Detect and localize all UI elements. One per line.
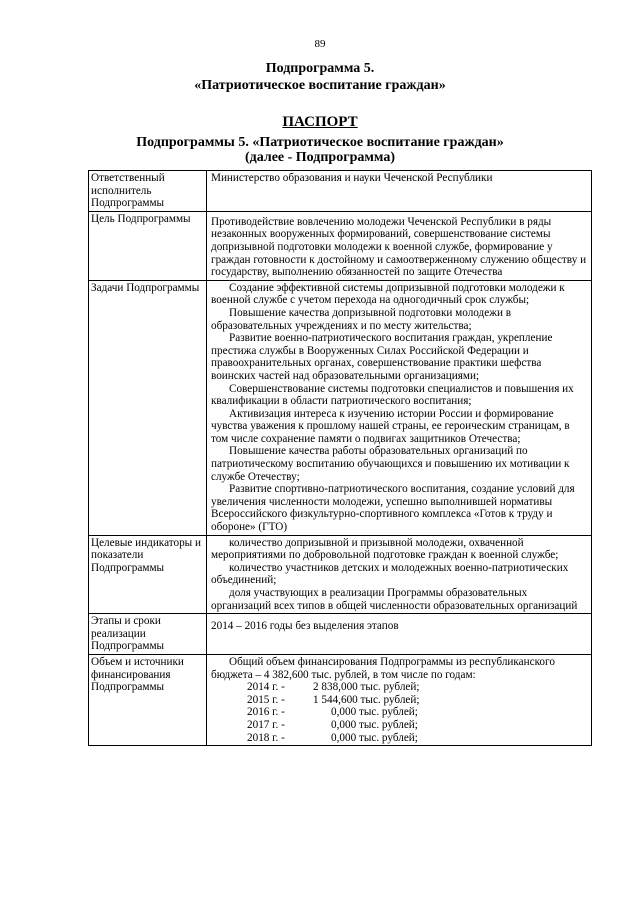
financing-year — [211, 694, 588, 707]
list-item: количество допризывной и призывной молодежи, охваченной мероприятиями по добровольной подготовке граждан к военной службе; — [211, 536, 559, 562]
list-item: Развитие военно-патриотического воспитания граждан, укрепление престижа службы в Вооруженных Силах Российской Федерации и правоохранительных органах, совершенствование практики шефства воинских частей над образовательными организациями; — [211, 332, 553, 382]
year-amount: 0,000 тыс. рублей; — [331, 706, 418, 719]
row-value — [207, 535, 592, 614]
list-item: количество участников детских и молодежных военно-патриотических объединений; — [211, 561, 569, 587]
year-amount: 2 838,000 тыс. рублей; — [313, 681, 420, 694]
list-item: Повышение качества допризывной подготовки молодежи в образовательных учреждениях и по месту жительства; — [211, 306, 512, 332]
financing-year — [211, 732, 588, 745]
year-label: 2014 г. - — [247, 681, 285, 694]
table-row — [89, 211, 592, 280]
year-label: 2015 г. - — [247, 693, 285, 706]
table-row — [89, 614, 592, 655]
row-value: 2014 – 2016 годы без выделения этапов — [207, 614, 592, 655]
row-value: Министерство образования и науки Чеченской Республики — [207, 171, 592, 212]
passport-heading: ПАСПОРТ — [282, 114, 358, 130]
row-label: Объем и источники финансирования Подпрограммы — [89, 654, 207, 745]
list-item: Повышение качества работы образовательных организаций по патриотическому воспитанию обучающихся и повышению их мотивации к службе Отечеству; — [211, 445, 570, 483]
financing-year — [211, 706, 588, 719]
row-label: Ответственный исполнитель Подпрограммы — [89, 171, 207, 212]
row-label: Цель Подпрограммы — [89, 211, 207, 280]
year-label: 2016 г. - — [247, 706, 285, 719]
financing-year — [211, 719, 588, 732]
table-row — [89, 535, 592, 614]
subprogram-subtitle: «Патриотическое воспитание граждан» — [194, 78, 446, 93]
row-value: Противодействие вовлечению молодежи Чеченской Республики в ряды незаконных вооруженных формирований, совершенствование системы допризывной подготовки молодежи к военной службе, формирование у граждан готовности к достойному и самоотверженному служению обществу и государству, выполнению обязанностей по защите Отечества — [207, 211, 592, 280]
row-label: Задачи Подпрограммы — [89, 280, 207, 535]
list-item: Активизация интереса к изучению истории России и формирование чувства уважения к прошлому нашей страны, ее героическим страницам, в том числе сохранение памяти о подвигах защитников Отечества; — [211, 407, 570, 445]
list-item: доля участвующих в реализации Программы образовательных организаций всех типов в общей численности образовательных организаций — [211, 587, 578, 612]
year-amount: 1 544,600 тыс. рублей; — [313, 693, 420, 706]
list-item: Развитие спортивно-патриотического воспитания, создание условий для увеличения численности молодежи, успешно выполнившей нормативы Всероссийского физкультурно-спортивного комплекса «Готов к труду и обороне» (ГТО) — [211, 483, 575, 534]
row-label: Целевые индикаторы и показатели Подпрограммы — [89, 535, 207, 614]
table-row — [89, 280, 592, 535]
passport-subtitle: (далее - Подпрограмма) — [244, 150, 395, 165]
list-item: Создание эффективной системы допризывной подготовки молодежи к военной службе с учетом перехода на одногодичный срок службы; — [211, 281, 565, 307]
table-row — [89, 654, 592, 745]
year-amount: 0,000 тыс. рублей; — [331, 718, 418, 731]
list-item: Совершенствование системы подготовки специалистов и повышения их квалификации в области патриотического воспитания; — [211, 382, 574, 408]
year-label: 2017 г. - — [247, 718, 285, 731]
year-amount: 0,000 тыс. рублей; — [331, 731, 418, 744]
page-number: 89 — [314, 38, 326, 50]
passport-table — [88, 170, 592, 746]
table-row — [89, 171, 592, 212]
subprogram-title: Подпрограмма 5. — [265, 61, 375, 76]
passport-title: Подпрограммы 5. «Патриотическое воспитание граждан» — [136, 135, 504, 150]
row-value — [207, 654, 592, 745]
financing-year — [211, 681, 588, 694]
row-value — [207, 280, 592, 535]
year-label: 2018 г. - — [247, 731, 285, 744]
financing-intro: Общий объем финансирования Подпрограммы из республиканского бюджета – 4 382,600 тыс. рублей, в том числе по годам: — [211, 655, 555, 681]
row-label: Этапы и сроки реализации Подпрограммы — [89, 614, 207, 655]
